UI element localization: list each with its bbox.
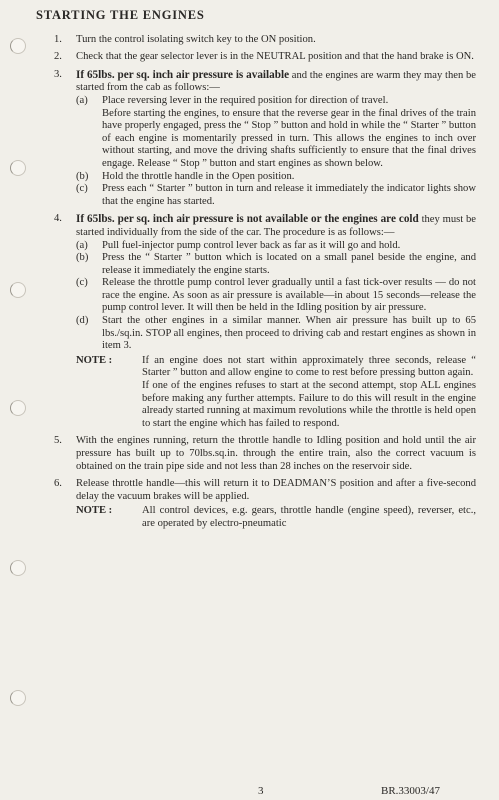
step-number: 3. <box>54 68 62 80</box>
step-number: 4. <box>54 213 62 225</box>
step-lead-bold: If 65lbs. per sq. inch air pressure is available <box>76 68 290 81</box>
substep-b: (b) Press the “ Starter ” button which is located on a small panel beside the engine, and release it immediately the engine starts. <box>76 252 476 276</box>
substep-text: Hold the throttle handle in the Open position. <box>102 170 295 182</box>
note-block <box>76 355 476 431</box>
step-4 <box>36 213 476 430</box>
document-content <box>36 9 476 536</box>
page-number: 3 <box>258 785 264 797</box>
substep-a: (a) Pull fuel-injector pump control lever back as far as it will go and hold. <box>76 240 476 253</box>
step-number: 5. <box>54 435 62 447</box>
binder-hole <box>10 690 26 706</box>
note-label: NOTE : <box>76 354 113 366</box>
step-number: 1. <box>54 33 62 45</box>
substep-text: Release the throttle pump control lever gradually until a fast tick-over results — do not race the engine. As soon as air pressure is available—in about 15 seconds—release the pump control lever. It will then be held in the Idling position by air pressure. <box>102 277 476 314</box>
substep-b: (b) Hold the throttle handle in the Open position. <box>76 171 476 184</box>
step-text: Turn the control isolating switch key to the ON position. <box>76 33 316 45</box>
substep-text: Press each “ Starter ” button in turn and release it immediately the indicator lights show that the engine has started. <box>102 183 476 207</box>
substep-extra: Before starting the engines, to ensure that the reverse gear in the final drives of the train have properly engaged, press the “ Stop ” button and hold in while the “ Starter ” button of each engine is momentarily pressed in turn. This allows the engines to inch over without starting, and move the driving shafts sufficiently to ensure that the final drives engage. Release “ Stop ” button and start engines as shown below. <box>102 107 476 169</box>
step-text: they must be started individually from the side of the car. The procedure is as follows:— <box>76 214 477 238</box>
step-2 <box>36 51 476 64</box>
step-text: Release throttle handle—this will return it to DEADMAN’S position and after a five-second delay the vacuum brakes will be applied. <box>76 478 476 502</box>
note-block <box>76 505 476 530</box>
substep-text: Pull fuel-injector pump control lever back as far as it will go and hold. <box>102 239 401 251</box>
step-number: 6. <box>54 478 62 490</box>
binder-hole <box>10 38 26 54</box>
page-title: STARTING THE ENGINES <box>36 8 205 22</box>
document-reference: BR.33003/47 <box>381 785 440 797</box>
substep-a: (a) Place reversing lever in the required position for direction of travel. Before starting the engines, to ensure that the reverse gear in the final drives of the train have properly engaged, press the “ Stop ” button and hold in while the “ Starter ” button of each engine is momentarily pressed in turn. This allows the engines to inch over without starting, and move the driving shafts sufficiently to ensure that the final drives engage. Release “ Stop ” button and start engines as shown below. <box>76 94 476 169</box>
step-1 <box>36 34 476 47</box>
substep-d: (d) Start the other engines in a similar manner. When air pressure has built up to 65 lbs./sq.in. STOP all engines, then proceed to driving cab and restart engines as shown in item 3. <box>76 315 476 352</box>
step-3 <box>36 69 476 209</box>
step-text: and the engines are warm they may then be started from the cab as follows:— <box>76 69 476 94</box>
step-number: 2. <box>54 51 62 63</box>
substep-text: Place reversing lever in the required position for direction of travel. <box>102 94 389 106</box>
step-text: With the engines running, return the throttle handle to Idling position and hold until the air pressure has built up to 70lbs.sq.in. through the entire train, also the correct vacuum is obtained on the train pipe side and not less than 28 inches on the reservoir side. <box>76 435 476 472</box>
note-text-2: If one of the engines refuses to start at the second attempt, stop ALL engines before making any further attempts. Failure to do this will result in the engine already started running at maximum revolutions while the throttle is held open to start the engine which has failed to respond. <box>142 380 476 429</box>
binder-hole <box>10 160 26 176</box>
note-text: If an engine does not start within approximately three seconds, release “ Starter ” button and allow engine to come to rest before pressing button again. <box>142 354 476 379</box>
step-text: Check that the gear selector lever is in the NEUTRAL position and that the hand brake is ON. <box>76 51 474 63</box>
binder-hole <box>10 560 26 576</box>
step-lead-bold: If 65lbs. per sq. inch air pressure is not available or the engines are cold <box>76 213 419 226</box>
binder-hole <box>10 400 26 416</box>
binder-hole <box>10 282 26 298</box>
substep-c: (c) Release the throttle pump control lever gradually until a fast tick-over results — do not race the engine. As soon as air pressure is available—in about 15 seconds—release the pump control lever. It will then be held in the Idling position by air pressure. <box>76 277 476 314</box>
note-label: NOTE : <box>76 505 113 517</box>
note-text: All control devices, e.g. gears, throttle handle (engine speed), reverser, etc., are operated by electro-pneumatic <box>142 505 476 529</box>
substep-text: Start the other engines in a similar manner. When air pressure has built up to 65 lbs./sq.in. STOP all engines, then proceed to driving cab and restart engines as shown in item 3. <box>102 315 476 352</box>
substep-text: Press the “ Starter ” button which is located on a small panel beside the engine, and release it immediately the engine starts. <box>102 252 476 276</box>
substep-c: (c) Press each “ Starter ” button in turn and release it immediately the indicator lights show that the engine has started. <box>76 183 476 207</box>
step-5 <box>36 435 476 473</box>
step-6 <box>36 478 476 530</box>
